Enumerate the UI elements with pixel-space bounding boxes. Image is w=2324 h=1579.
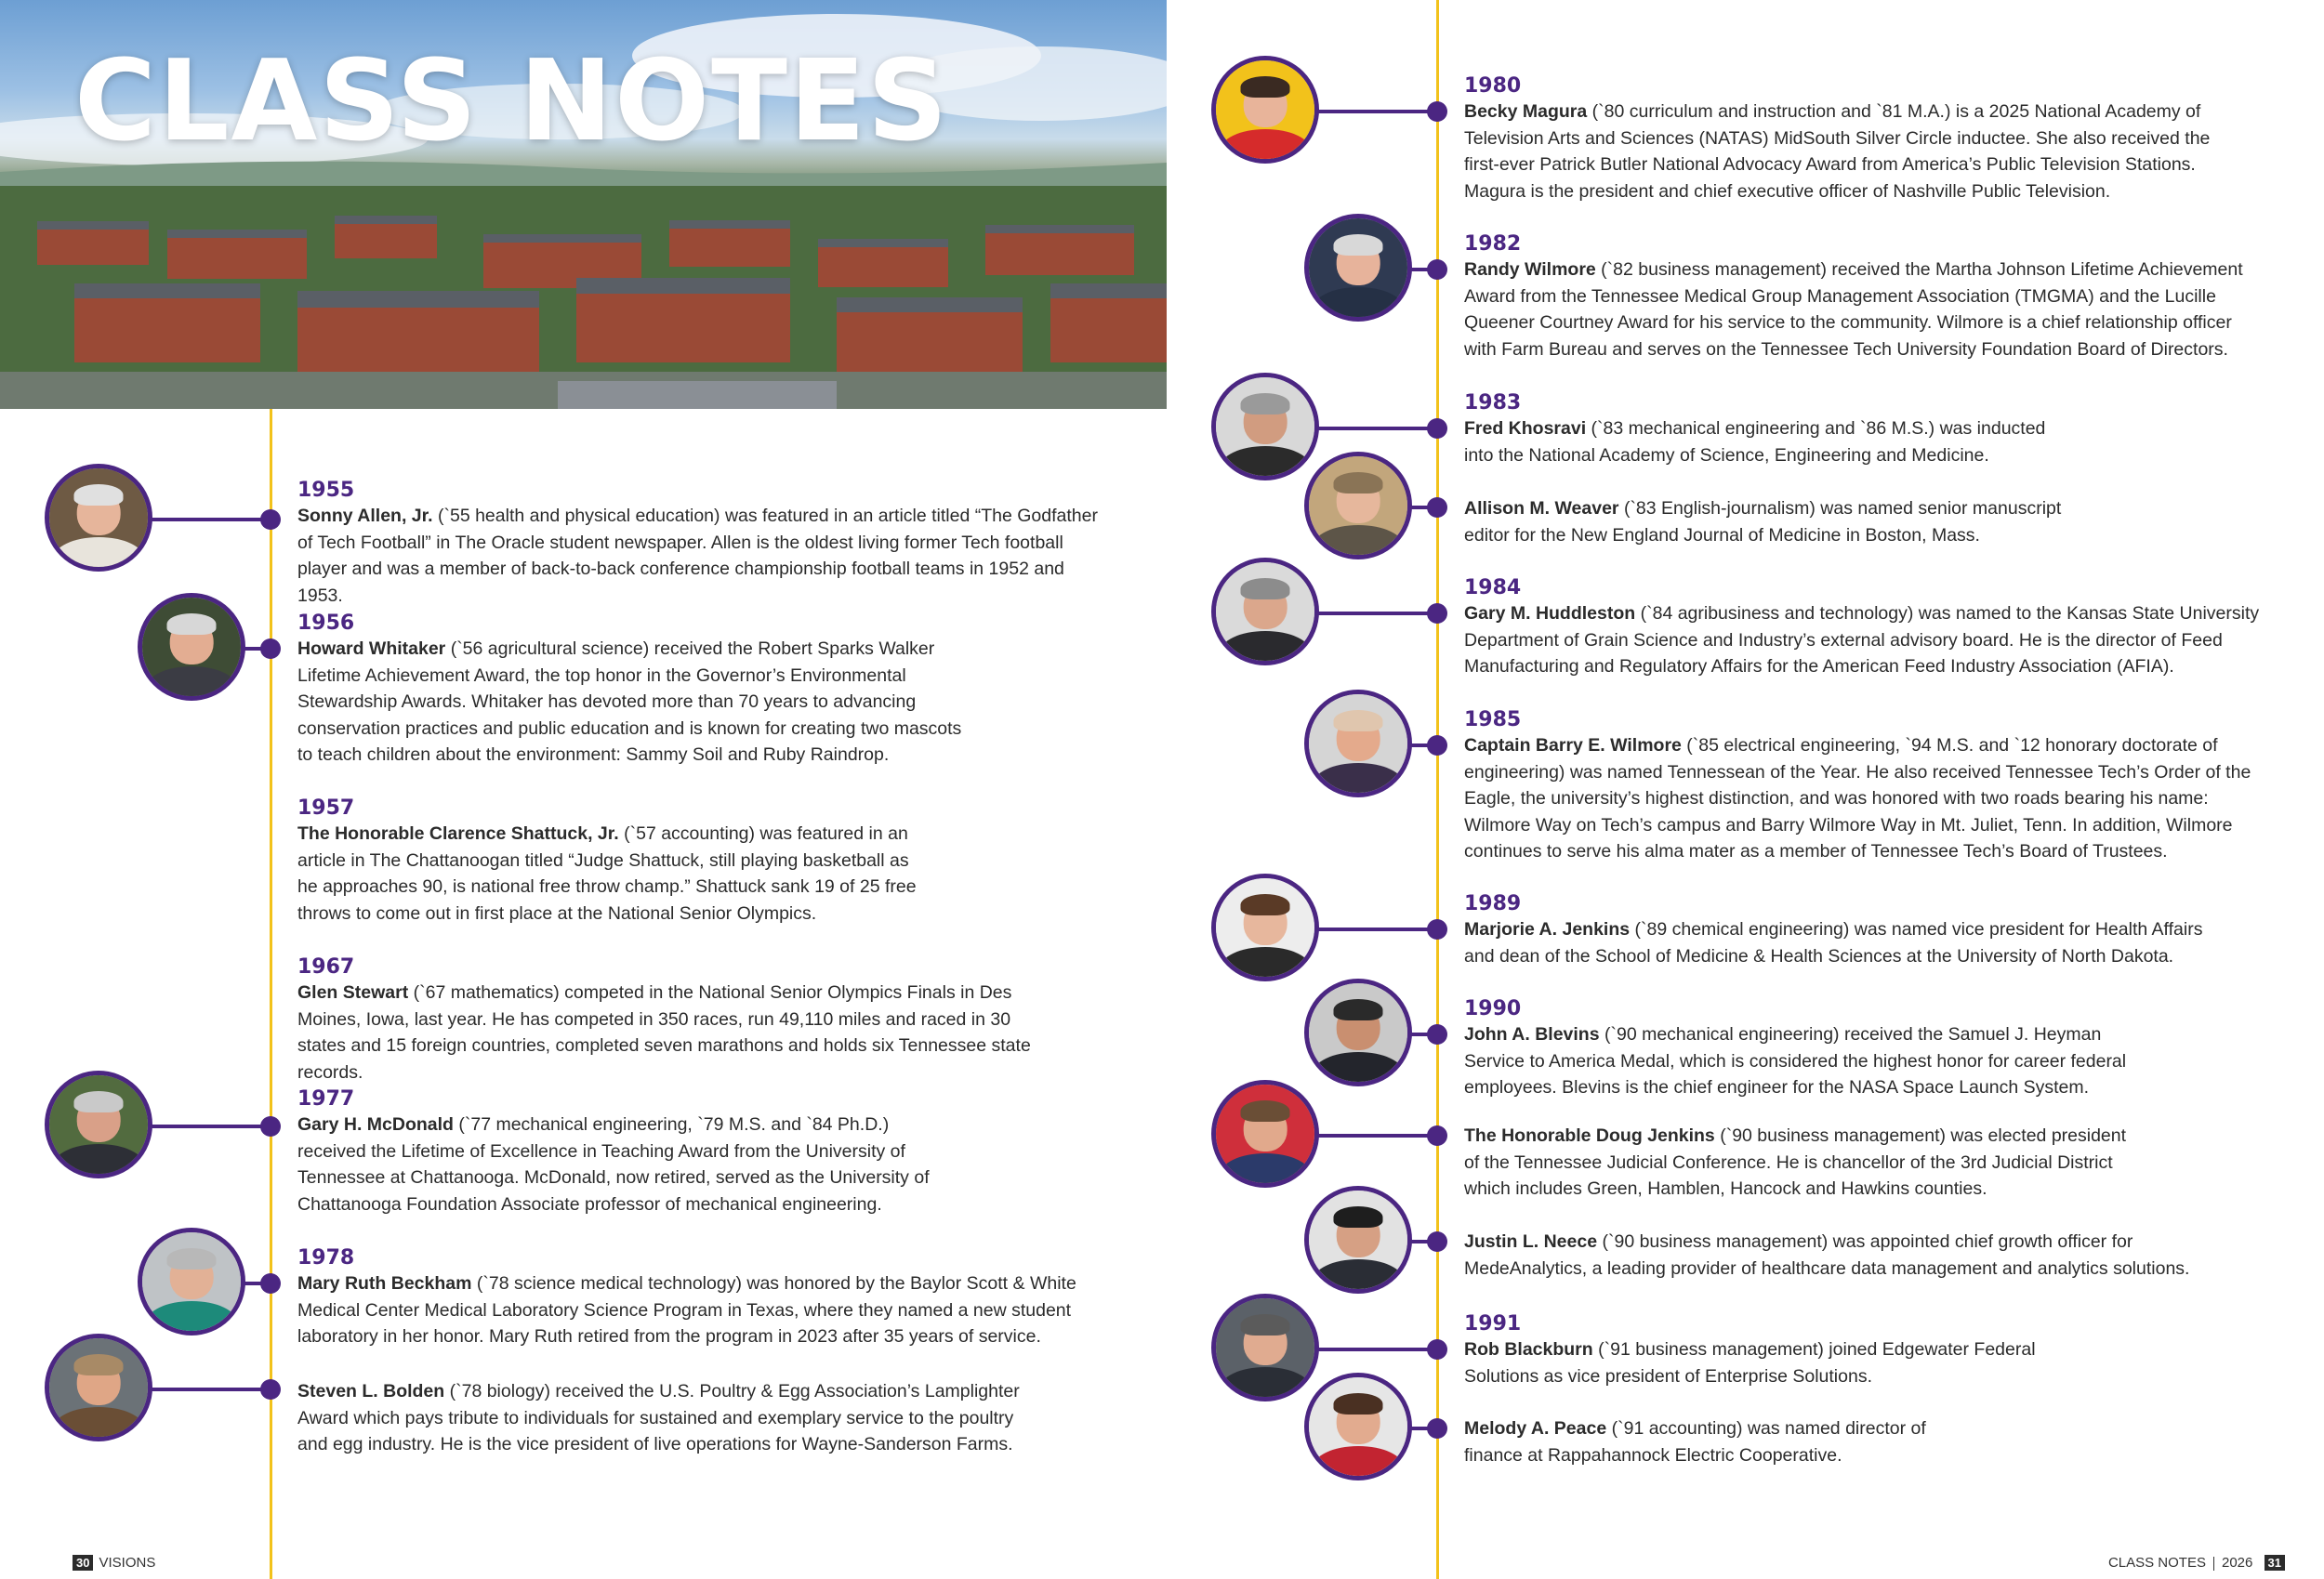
page-title: CLASS NOTES xyxy=(74,37,950,166)
page-number: 30 xyxy=(73,1555,93,1571)
timeline-dot xyxy=(260,1379,281,1400)
class-note-entry xyxy=(297,479,1106,609)
timeline-dot xyxy=(1427,259,1447,280)
class-note-entry xyxy=(1464,391,2078,468)
portrait-photo xyxy=(45,464,152,572)
alumni-name: Sonny Allen, Jr. xyxy=(297,506,433,526)
magazine-name: VISIONS xyxy=(99,1555,156,1571)
class-year: 1956 xyxy=(297,612,355,635)
note-text: (`83 English-journalism) was named senior manuscript editor for the New England Journal of Medicine in Boston, Mass. xyxy=(1464,498,2062,546)
timeline-connector xyxy=(1315,612,1436,615)
alumni-name: Marjorie A. Jenkins xyxy=(1464,919,1631,940)
timeline-connector xyxy=(149,1388,270,1391)
timeline-dot xyxy=(1427,1125,1447,1146)
note-text: (`85 electrical engineering, `94 M.S. and `12 honorary doctorate of engineering) was named Tennessean of the Year. He also received Tennessee Tech’s Order of the Eagle, the university’s highest distinction, and was honored with two roads bearing his name: Wilmore Way on Tech’s campus and Barry Wilmore Way in Mt. Juliet, Tenn. In addition, Wilmore continues to serve his alma mater as a member of Tennessee Tech’s Board of Trustees. xyxy=(1464,735,2251,862)
timeline-dot xyxy=(1427,919,1447,940)
class-note-entry xyxy=(297,612,962,769)
note-text: (`80 curriculum and instruction and `81 M.A.) is a 2025 National Academy of Television Arts and Sciences (NATAS) MidSouth Silver Circle inductee. She also received the first-ever Patrick Butler National Advocacy Award from America’s Public Television Stations. Magura is the president and chief executive officer of Nashville Public Television. xyxy=(1464,101,2211,202)
class-note-entry xyxy=(1464,1123,2143,1203)
class-year: 1983 xyxy=(1464,391,1522,414)
class-note-entry xyxy=(1464,576,2287,680)
class-year: 1978 xyxy=(297,1246,355,1270)
timeline-dot xyxy=(1427,101,1447,122)
class-note-entry xyxy=(1464,495,2096,548)
portrait-photo xyxy=(45,1071,152,1178)
note-text: (`91 business management) joined Edgewater Federal Solutions as vice president of Enterprise Solutions. xyxy=(1464,1339,2036,1387)
class-year: 1990 xyxy=(1464,997,1522,1020)
alumni-name: Justin L. Neece xyxy=(1464,1231,1598,1252)
class-year: 1985 xyxy=(1464,708,1522,731)
portrait-photo xyxy=(45,1334,152,1441)
alumni-name: Rob Blackburn xyxy=(1464,1339,1593,1360)
timeline-dot xyxy=(260,1273,281,1294)
class-note-entry xyxy=(297,1378,1041,1458)
portrait-photo xyxy=(1304,1186,1412,1294)
note-text: (`89 chemical engineering) was named vice president for Health Affairs and dean of the School of Medicine & Health Sciences at the University of North Dakota. xyxy=(1464,919,2203,967)
portrait-photo xyxy=(1304,979,1412,1086)
note-text: (`90 business management) was appointed chief growth officer for MedeAnalytics, a leading provider of healthcare data management and analytics solutions. xyxy=(1464,1231,2190,1279)
class-year: 1957 xyxy=(297,796,355,820)
class-note-entry xyxy=(1464,892,2226,969)
class-note-entry xyxy=(297,955,1060,1086)
class-year: 1984 xyxy=(1464,576,1522,599)
timeline-connector xyxy=(1315,110,1436,113)
timeline-connector xyxy=(149,518,270,521)
alumni-name: The Honorable Doug Jenkins xyxy=(1464,1125,1715,1146)
note-text: (`83 mechanical engineering and `86 M.S.) was inducted into the National Academy of Science, Engineering and Medicine. xyxy=(1464,418,2046,466)
alumni-name: Randy Wilmore xyxy=(1464,259,1596,280)
timeline-connector xyxy=(1315,1134,1436,1138)
alumni-name: Gary M. Huddleston xyxy=(1464,603,1636,624)
alumni-name: The Honorable Clarence Shattuck, Jr. xyxy=(297,823,619,844)
footer-left xyxy=(73,1555,155,1571)
class-note-entry xyxy=(297,1246,1097,1350)
alumni-name: Melody A. Peace xyxy=(1464,1418,1607,1439)
class-note-entry xyxy=(1464,1229,2226,1282)
timeline-dot xyxy=(1427,1024,1447,1045)
note-text: (`57 accounting) was featured in an article in The Chattanoogan titled “Judge Shattuck, still playing basketball as he approaches 90, is national free throw champ.” Shattuck sank 19 of 25 free throws to come out in first place at the National Senior Olympics. xyxy=(297,823,917,924)
portrait-photo xyxy=(1304,1373,1412,1480)
class-note-entry xyxy=(297,796,920,927)
alumni-name: Becky Magura xyxy=(1464,101,1588,122)
portrait-photo xyxy=(1211,874,1319,981)
portrait-photo xyxy=(1211,373,1319,480)
timeline-dot xyxy=(1427,497,1447,518)
timeline-dot xyxy=(260,638,281,659)
note-text: (`78 science medical technology) was honored by the Baylor Scott & White Medical Center Medical Laboratory Science Program in Texas, where they named a new student laboratory in her honor. Mary Ruth retired from the program in 2023 after 35 years of service. xyxy=(297,1273,1076,1348)
alumni-name: Gary H. McDonald xyxy=(297,1114,454,1135)
timeline-line-left xyxy=(270,409,272,1579)
note-text: (`55 health and physical education) was featured in an article titled “The Godfather of Tech Football” in The Oracle student newspaper. Allen is the oldest living former Tech football player and was a member of back-to-back conference championship football teams in 1952 and 1953. xyxy=(297,506,1098,606)
alumni-name: Captain Barry E. Wilmore xyxy=(1464,735,1682,756)
class-note-entry xyxy=(1464,232,2264,362)
page-number: 31 xyxy=(2265,1555,2285,1571)
alumni-name: Howard Whitaker xyxy=(297,638,446,659)
alumni-name: Allison M. Weaver xyxy=(1464,498,1619,519)
portrait-photo xyxy=(1211,558,1319,665)
class-year: 1991 xyxy=(1464,1312,1522,1336)
class-note-entry xyxy=(1464,708,2268,865)
portrait-photo xyxy=(1211,56,1319,164)
timeline-connector xyxy=(149,1125,270,1128)
portrait-photo xyxy=(1304,452,1412,559)
note-text: (`90 mechanical engineering) received the Samuel J. Heyman Service to America Medal, which is considered the highest honor for career federal employees. Blevins is the chief engineer for the NASA Space Launch System. xyxy=(1464,1024,2127,1099)
alumni-name: Steven L. Bolden xyxy=(297,1381,445,1401)
class-year: 1955 xyxy=(297,479,355,502)
portrait-photo xyxy=(1211,1294,1319,1401)
timeline-connector xyxy=(1315,427,1436,430)
class-year: 1977 xyxy=(297,1087,355,1111)
note-text: (`84 agribusiness and technology) was named to the Kansas State University Department of Grain Science and Industry’s external advisory board. He is the director of Feed Manufacturing and Regulatory Affairs for the American Feed Industry Association (AFIA). xyxy=(1464,603,2260,678)
note-text: (`90 business management) was elected president of the Tennessee Judicial Conference. He is chancellor of the 3rd Judicial District which includes Green, Hamblen, Hancock and Hawkins counties. xyxy=(1464,1125,2127,1200)
class-note-entry xyxy=(1464,997,2152,1101)
portrait-photo xyxy=(138,593,245,701)
class-year: 1980 xyxy=(1464,74,1522,98)
class-year: 1967 xyxy=(297,955,355,979)
portrait-photo xyxy=(138,1228,245,1336)
class-note-entry xyxy=(297,1087,948,1217)
portrait-photo xyxy=(1304,214,1412,322)
timeline-connector xyxy=(1315,1348,1436,1351)
timeline-dot xyxy=(1427,735,1447,756)
portrait-photo xyxy=(1304,690,1412,797)
timeline-connector xyxy=(1315,928,1436,931)
timeline-dot xyxy=(1427,418,1447,439)
class-note-entry xyxy=(1464,74,2226,204)
hero-campus-photo xyxy=(0,0,1167,409)
note-text: (`82 business management) received the Martha Johnson Lifetime Achievement Award from the Tennessee Medical Group Management Association (TMGMA) and the Lucille Queener Courtney Award for his service to the community. Wilmore is a chief relationship officer with Farm Bureau and serves on the Tennessee Tech University Foundation Board of Directors. xyxy=(1464,259,2243,360)
issue-year: 2026 xyxy=(2221,1555,2253,1571)
alumni-name: Fred Khosravi xyxy=(1464,418,1587,439)
footer-divider xyxy=(2213,1557,2214,1571)
alumni-name: Mary Ruth Beckham xyxy=(297,1273,472,1294)
note-text: (`56 agricultural science) received the Robert Sparks Walker Lifetime Achievement Award, the top honor in the Governor’s Environmental Stewardship Awards. Whitaker has devoted more than 70 years to advancing conservation practices and public education and is known for creating two mascots to teach children about the environment: Sammy Soil and Ruby Raindrop. xyxy=(297,638,962,766)
timeline-dot xyxy=(260,509,281,530)
alumni-name: Glen Stewart xyxy=(297,982,409,1003)
section-name: CLASS NOTES xyxy=(2107,1555,2206,1571)
timeline-dot xyxy=(1427,1231,1447,1252)
note-text: (`78 biology) received the U.S. Poultry & Egg Association’s Lamplighter Award which pays tribute to individuals for sustained and exemplary service to the poultry and egg industry. He is the vice president of live operations for Wayne-Sanderson Farms. xyxy=(297,1381,1020,1455)
alumni-name: John A. Blevins xyxy=(1464,1024,1600,1045)
class-note-entry xyxy=(1464,1312,2078,1389)
timeline-dot xyxy=(1427,1339,1447,1360)
timeline-dot xyxy=(1427,603,1447,624)
timeline-dot xyxy=(260,1116,281,1137)
timeline-dot xyxy=(1427,1418,1447,1439)
note-text: (`67 mathematics) competed in the National Senior Olympics Finals in Des Moines, Iowa, last year. He has competed in 350 races, run 49,110 miles and raced in 30 states and 15 foreign countries, completed seven marathons and holds six Tennessee state records. xyxy=(297,982,1031,1083)
note-text: (`91 accounting) was named director of finance at Rappahannock Electric Cooperative. xyxy=(1464,1418,1926,1466)
footer-right xyxy=(2108,1555,2285,1571)
note-text: (`77 mechanical engineering, `79 M.S. and `84 Ph.D.) received the Lifetime of Excellence in Teaching Award from the University of Tennessee at Chattanooga. McDonald, now retired, served as the University of Chattanooga Foundation Associate professor of mechanical engineering. xyxy=(297,1114,930,1215)
portrait-photo xyxy=(1211,1080,1319,1188)
class-year: 1989 xyxy=(1464,892,1522,915)
class-year: 1982 xyxy=(1464,232,1522,256)
class-note-entry xyxy=(1464,1415,1985,1468)
